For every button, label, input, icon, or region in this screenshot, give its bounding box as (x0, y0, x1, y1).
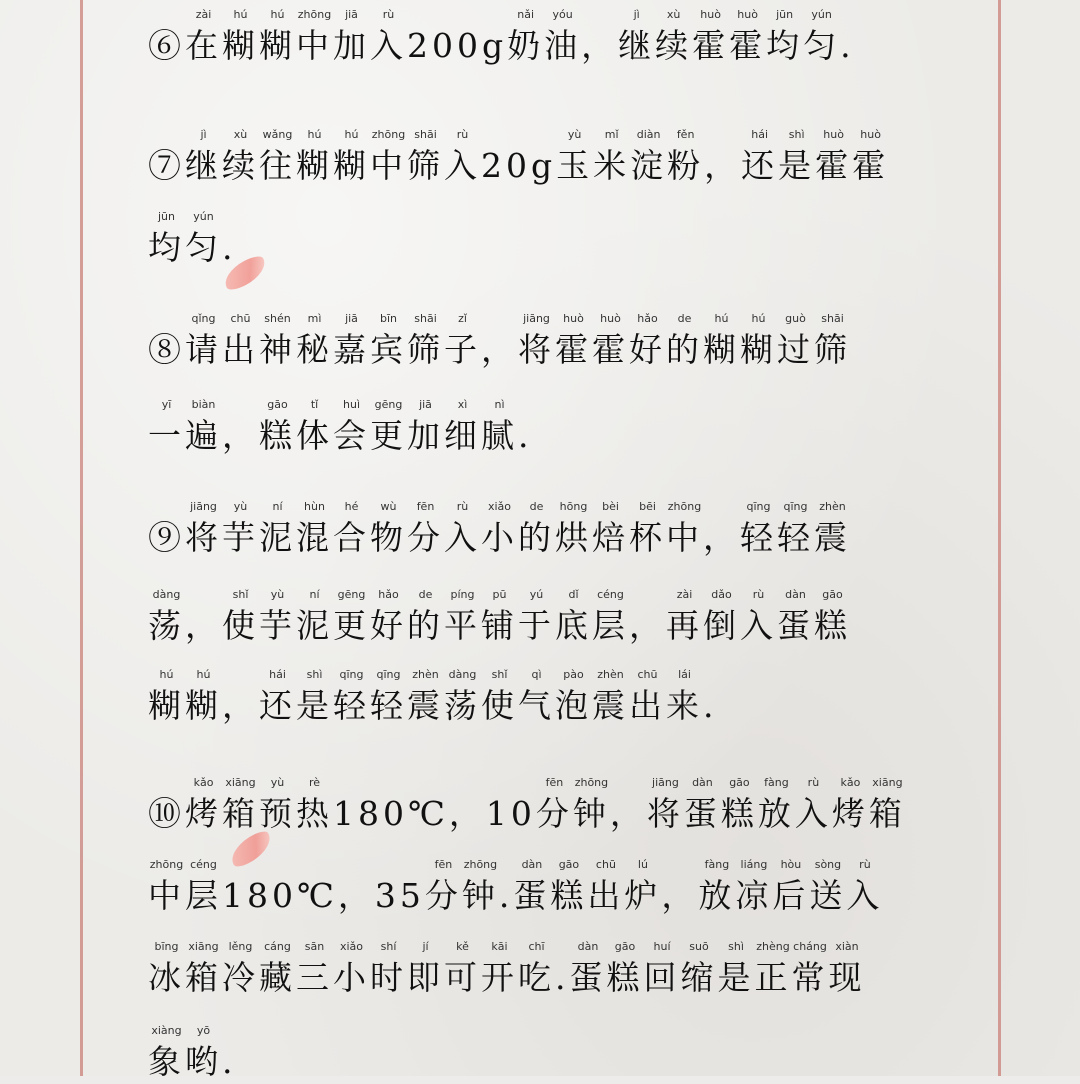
pinyin-syllable: hòu (780, 858, 802, 871)
pinyin-syllable: píng (450, 588, 475, 601)
pinyin-syllable: fàng (704, 858, 730, 871)
pinyin-syllable: wǎng (262, 128, 293, 141)
pinyin-syllable: nì (494, 398, 505, 411)
pinyin-syllable: xiāng (225, 776, 256, 789)
pinyin-syllable: huò (823, 128, 844, 141)
pinyin-syllable: nǎi (517, 8, 535, 21)
pinyin-syllable: bēi (639, 500, 656, 513)
pinyin-syllable: yī (161, 398, 172, 411)
pinyin-syllable: dàn (521, 858, 543, 871)
pinyin-syllable: bīn (379, 312, 398, 325)
pinyin-syllable: xù (233, 128, 248, 141)
pinyin-syllable: kāi (491, 940, 508, 953)
pinyin-syllable: de (677, 312, 692, 325)
pinyin-syllable: xiāng (872, 776, 903, 789)
pinyin-syllable: jiā (345, 8, 358, 21)
text-line-content: 中层180℃，35分钟.蛋糕出炉，放凉后送入 (148, 876, 884, 915)
pinyin-syllable: zhōng (297, 8, 332, 21)
pinyin-syllable: xiǎo (487, 500, 512, 513)
pinyin-syllable: shì (728, 940, 744, 953)
pinyin-syllable: huò (737, 8, 758, 21)
text-line-content: ⑧请出神秘嘉宾筛子，将霍霍好的糊糊过筛 (148, 330, 851, 369)
pinyin-syllable: gāo (729, 776, 750, 789)
pinyin-syllable: dàn (785, 588, 806, 601)
pinyin-syllable: fēn (434, 858, 453, 871)
pinyin-syllable: yù (233, 500, 248, 513)
pinyin-syllable: céng (190, 858, 217, 871)
pinyin-syllable: hùn (304, 500, 325, 513)
pinyin-syllable: zhōng (463, 858, 498, 871)
pinyin-syllable: xiàn (835, 940, 859, 953)
pinyin-syllable: jì (200, 128, 207, 141)
pinyin-syllable: shì (306, 668, 323, 681)
pinyin-syllable: tǐ (310, 398, 319, 411)
text-line-content: ⑥在糊糊中加入200g奶油，继续霍霍均匀. (148, 26, 855, 65)
pinyin-syllable: pào (563, 668, 584, 681)
pinyin-syllable: zhōng (371, 128, 406, 141)
pinyin-syllable: zhōng (667, 500, 702, 513)
pinyin-syllable: yú (529, 588, 544, 601)
pinyin-annotation (148, 210, 938, 230)
pinyin-syllable: gēng (337, 588, 366, 601)
pinyin-syllable: bīng (154, 940, 179, 953)
pinyin-syllable: yù (270, 776, 285, 789)
pinyin-syllable: jūn (158, 210, 175, 223)
text-line-content: 均匀. (148, 228, 237, 267)
pinyin-syllable: dàn (692, 776, 713, 789)
pinyin-syllable: dǎo (711, 588, 732, 601)
pinyin-syllable: wù (380, 500, 397, 513)
pinyin-syllable: qīng (746, 500, 771, 513)
pinyin-syllable: de (418, 588, 433, 601)
pinyin-syllable: céng (597, 588, 624, 601)
pinyin-syllable: zhōng (149, 858, 184, 871)
pinyin-syllable: fěn (676, 128, 695, 141)
pinyin-syllable: hú (159, 668, 174, 681)
pinyin-syllable: biàn (191, 398, 216, 411)
pinyin-syllable: qì (531, 668, 542, 681)
pinyin-syllable: zhèn (597, 668, 624, 681)
pinyin-syllable: jiā (419, 398, 432, 411)
pinyin-syllable: hú (344, 128, 359, 141)
pinyin-syllable: rù (752, 588, 765, 601)
pinyin-syllable: cháng (793, 940, 827, 953)
pinyin-syllable: dàng (152, 588, 181, 601)
text-line-content: 象哟. (148, 1042, 237, 1081)
pinyin-syllable: huò (600, 312, 621, 325)
pinyin-syllable: hǎo (637, 312, 658, 325)
right-margin-line (998, 0, 1001, 1076)
pinyin-syllable: rù (807, 776, 820, 789)
pinyin-syllable: shí (380, 940, 397, 953)
pinyin-syllable: shāi (821, 312, 844, 325)
pinyin-syllable: shāi (414, 128, 437, 141)
pinyin-syllable: shén (264, 312, 291, 325)
pinyin-syllable: dàng (448, 668, 477, 681)
pinyin-syllable: zhōng (574, 776, 609, 789)
pinyin-syllable: lěng (228, 940, 253, 953)
pinyin-syllable: mì (307, 312, 322, 325)
text-line-content: 一遍，糕体会更加细腻. (148, 416, 533, 455)
pinyin-syllable: zhèn (412, 668, 439, 681)
pinyin-syllable: qǐng (191, 312, 216, 325)
pinyin-syllable: hú (714, 312, 729, 325)
pinyin-syllable: ní (309, 588, 320, 601)
pinyin-syllable: hú (307, 128, 322, 141)
pinyin-syllable: sān (304, 940, 325, 953)
pinyin-syllable: lú (637, 858, 648, 871)
pinyin-syllable: rù (859, 858, 871, 871)
pinyin-syllable: xiāng (188, 940, 219, 953)
pinyin-syllable: de (529, 500, 544, 513)
pinyin-syllable: kǎo (840, 776, 861, 789)
pinyin-syllable: ní (272, 500, 283, 513)
pinyin-syllable: yóu (552, 8, 573, 21)
pinyin-syllable: zhèn (819, 500, 846, 513)
pinyin-syllable: jiāng (190, 500, 217, 513)
text-line-content: ⑨将芋泥混合物分入小的烘焙杯中，轻轻震 (148, 518, 851, 557)
pinyin-syllable: jiāng (652, 776, 679, 789)
pinyin-syllable: hú (233, 8, 248, 21)
pinyin-syllable: chū (595, 858, 616, 871)
pinyin-syllable: xiàng (151, 1024, 182, 1037)
pinyin-syllable: yō (196, 1024, 211, 1037)
pinyin-syllable: rù (456, 500, 469, 513)
pinyin-syllable: chū (637, 668, 658, 681)
pinyin-syllable: gāo (614, 940, 636, 953)
pinyin-syllable: fēn (545, 776, 564, 789)
pinyin-syllable: huò (563, 312, 584, 325)
pinyin-syllable: gāo (822, 588, 843, 601)
pinyin-syllable: gāo (267, 398, 288, 411)
text-line-content: ⑩烤箱预热180℃，10分钟，将蛋糕放入烤箱 (148, 794, 906, 833)
pinyin-syllable: shì (788, 128, 805, 141)
pinyin-syllable: hǎo (378, 588, 399, 601)
pinyin-syllable: huò (700, 8, 721, 21)
pinyin-syllable: shǐ (232, 588, 249, 601)
pinyin-syllable: qīng (339, 668, 364, 681)
pinyin-syllable: zhèng (756, 940, 790, 953)
pinyin-syllable: suō (689, 940, 709, 953)
pinyin-syllable: shǐ (491, 668, 508, 681)
pinyin-syllable: chū (230, 312, 251, 325)
text-line-content: 糊糊，还是轻轻震荡使气泡震出来. (148, 686, 718, 725)
pinyin-syllable: hú (270, 8, 285, 21)
pinyin-syllable: huí (653, 940, 671, 953)
pinyin-syllable: jūn (776, 8, 794, 21)
text-line-content: ⑦继续往糊糊中筛入20g玉米淀粉，还是霍霍 (148, 146, 890, 185)
pinyin-syllable: lái (678, 668, 691, 681)
pinyin-syllable: mǐ (604, 128, 619, 141)
pinyin-syllable: pū (492, 588, 507, 601)
pinyin-syllable: hé (344, 500, 359, 513)
text-line-content: 冰箱冷藏三小时即可开吃.蛋糕回缩是正常现 (148, 958, 866, 997)
pinyin-syllable: gēng (374, 398, 403, 411)
pinyin-syllable: fēn (416, 500, 435, 513)
pinyin-syllable: hú (196, 668, 211, 681)
pinyin-syllable: huì (343, 398, 360, 411)
pinyin-syllable: xì (457, 398, 468, 411)
pinyin-syllable: yún (193, 210, 214, 223)
pinyin-syllable: dǐ (568, 588, 579, 601)
pinyin-syllable: kǎo (193, 776, 214, 789)
pinyin-syllable: hái (751, 128, 769, 141)
pinyin-syllable: dàn (577, 940, 599, 953)
pinyin-syllable: xiǎo (339, 940, 364, 953)
pinyin-syllable: rù (382, 8, 395, 21)
pinyin-syllable: sòng (814, 858, 842, 871)
pinyin-syllable: bèi (602, 500, 619, 513)
pinyin-syllable: huò (860, 128, 881, 141)
pinyin-syllable: jiāng (523, 312, 550, 325)
pinyin-syllable: jí (422, 940, 429, 953)
pinyin-syllable: shāi (414, 312, 437, 325)
pinyin-syllable: diàn (636, 128, 661, 141)
pinyin-syllable: yù (270, 588, 285, 601)
pinyin-syllable: zǐ (458, 312, 467, 325)
pinyin-syllable: hái (269, 668, 286, 681)
pinyin-annotation (148, 1024, 938, 1044)
pinyin-syllable: liáng (740, 858, 768, 871)
pinyin-syllable: gāo (558, 858, 580, 871)
pinyin-syllable: hú (751, 312, 766, 325)
pinyin-syllable: rè (308, 776, 321, 789)
pinyin-syllable: zài (676, 588, 693, 601)
pinyin-syllable: qīng (783, 500, 808, 513)
pinyin-syllable: cáng (264, 940, 291, 953)
pinyin-syllable: yù (567, 128, 582, 141)
left-margin-line (80, 0, 83, 1076)
pinyin-syllable: fàng (764, 776, 789, 789)
pinyin-syllable: yún (811, 8, 832, 21)
pinyin-syllable: kě (456, 940, 469, 953)
pinyin-syllable: hōng (559, 500, 588, 513)
pinyin-syllable: jiā (345, 312, 358, 325)
pinyin-syllable: qīng (376, 668, 401, 681)
pinyin-syllable: jì (633, 8, 640, 21)
pinyin-syllable: xù (666, 8, 681, 21)
pinyin-syllable: rù (456, 128, 469, 141)
pinyin-syllable: chī (528, 940, 545, 953)
text-line-content: 荡，使芋泥更好的平铺于底层，再倒入蛋糕 (148, 606, 851, 645)
pinyin-syllable: zài (195, 8, 212, 21)
pinyin-syllable: guò (785, 312, 806, 325)
